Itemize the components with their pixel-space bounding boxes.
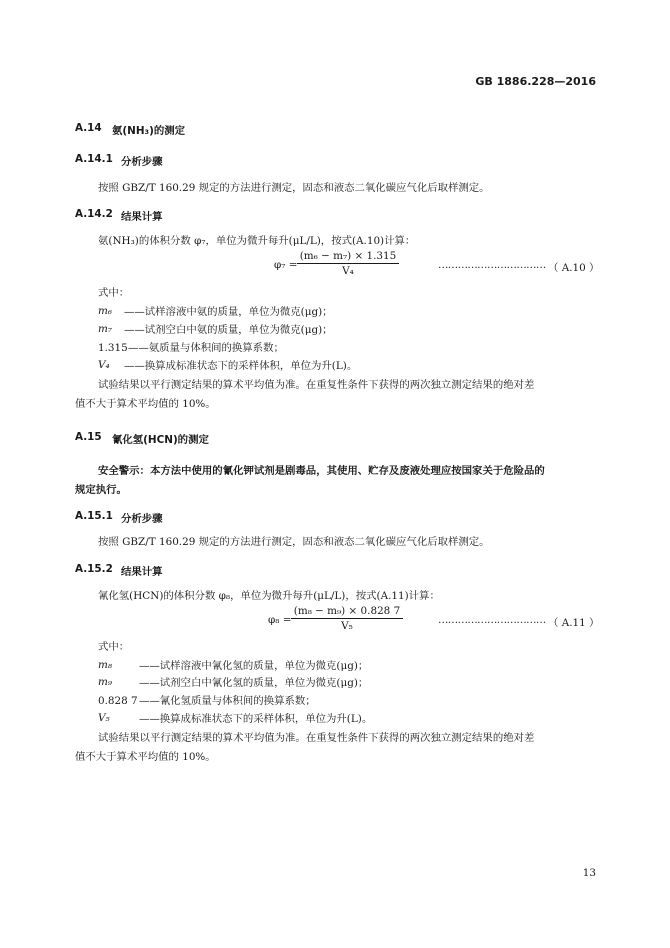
formula-numerator-a11: (m₈ − m₉) × 0.828 7 — [293, 605, 401, 617]
calc-intro-a14: 氨(NH₃)的体积分数 φ₇，单位为微升每升(μL/L)，按式(A.10)计算： — [98, 235, 416, 247]
def-text: ——氨质量与体积间的换算系数； — [128, 342, 284, 354]
subsection-title-a14-1: 分析步骤 — [121, 156, 163, 168]
equation-label-a10: （ A.10 ） — [548, 262, 600, 274]
def-symbol: m₇ — [98, 323, 113, 335]
procedure-text-a14: 按照 GBZ/T 160.29 规定的方法进行测定，固态和液态二氧化碳应气化后取样测定。 — [98, 182, 490, 194]
def-text: ——试剂空白中氨的质量，单位为微克(μg)； — [124, 324, 333, 336]
def-text: ——换算成标准状态下的采样体积，单位为升(L)。 — [124, 360, 358, 372]
formula-numerator-a10: (m₆ − m₇) × 1.315 — [299, 250, 397, 262]
where-label-a15: 式中： — [98, 641, 130, 653]
result-text-line1-a14: 试验结果以平行测定结果的算术平均值为准。在重复性条件下获得的两次独立测定结果的绝对差 — [98, 379, 535, 391]
def-symbol: m₉ — [98, 676, 113, 688]
formula-fraction-a10 — [297, 250, 399, 277]
def-text: ——换算成标准状态下的采样体积，单位为升(L)。 — [139, 713, 373, 725]
def-symbol: V₄ — [98, 359, 110, 371]
subsection-number-a14-1: A.14.1 — [75, 153, 113, 165]
def-text: ——试样溶液中氨的质量，单位为微克(μg)； — [124, 306, 333, 318]
safety-warning-line1: 安全警示：本方法中使用的氰化钾试剂是剧毒品，其使用、贮存及废液处理应按国家关于危险品的 — [98, 465, 545, 477]
def-symbol: 1.315 — [98, 342, 128, 354]
def-symbol: V₅ — [98, 712, 110, 724]
def-text: ——试样溶液中氰化氢的质量，单位为微克(μg)； — [139, 660, 369, 672]
formula-denominator-a11: V₅ — [341, 620, 353, 632]
page-number: 13 — [582, 867, 596, 879]
result-text-line1-a15: 试验结果以平行测定结果的算术平均值为准。在重复性条件下获得的两次独立测定结果的绝对差 — [98, 732, 535, 744]
subsection-number-a15-1: A.15.1 — [75, 510, 113, 522]
section-number-a15: A.15 — [75, 431, 102, 443]
result-text-line2-a15: 值不大于算术平均值的 10%。 — [75, 751, 216, 763]
subsection-number-a15-2: A.15.2 — [75, 563, 113, 575]
equation-label-a11: （ A.11 ） — [548, 617, 600, 629]
safety-warning-line2: 规定执行。 — [75, 484, 127, 496]
subsection-title-a15-2: 结果计算 — [121, 566, 163, 578]
subsection-number-a14-2: A.14.2 — [75, 208, 113, 220]
def-symbol: m₆ — [98, 305, 113, 317]
leader-dots: …………………………… — [438, 614, 546, 626]
subsection-title-a14-2: 结果计算 — [121, 211, 163, 223]
formula-lhs-a10: φ₇ = — [274, 259, 298, 271]
where-label-a14: 式中： — [98, 287, 130, 299]
fraction-bar — [291, 618, 403, 619]
formula-denominator-a10: V₄ — [342, 265, 354, 277]
def-text: ——试剂空白中氰化氢的质量，单位为微克(μg)； — [139, 677, 369, 689]
section-title-a14: 氨(NH₃)的测定 — [112, 125, 186, 137]
def-symbol: 0.828 7 — [98, 695, 138, 707]
standard-number: GB 1886.228—2016 — [475, 75, 596, 88]
formula-fraction-a11 — [291, 605, 403, 632]
section-number-a14: A.14 — [75, 122, 102, 134]
leader-dots: …………………………… — [438, 259, 546, 271]
calc-intro-a15: 氰化氢(HCN)的体积分数 φ₈，单位为微升每升(μL/L)，按式(A.11)计算： — [98, 590, 440, 602]
formula-lhs-a11: φ₈ = — [268, 614, 292, 626]
procedure-text-a15: 按照 GBZ/T 160.29 规定的方法进行测定，固态和液态二氧化碳应气化后取样测定。 — [98, 536, 490, 548]
def-text: ——氰化氢质量与体积间的换算系数； — [139, 695, 316, 707]
result-text-line2-a14: 值不大于算术平均值的 10%。 — [75, 398, 216, 410]
def-symbol: m₈ — [98, 659, 113, 671]
fraction-bar — [297, 263, 399, 264]
section-title-a15: 氰化氢(HCN)的测定 — [112, 434, 209, 446]
subsection-title-a15-1: 分析步骤 — [121, 513, 163, 525]
